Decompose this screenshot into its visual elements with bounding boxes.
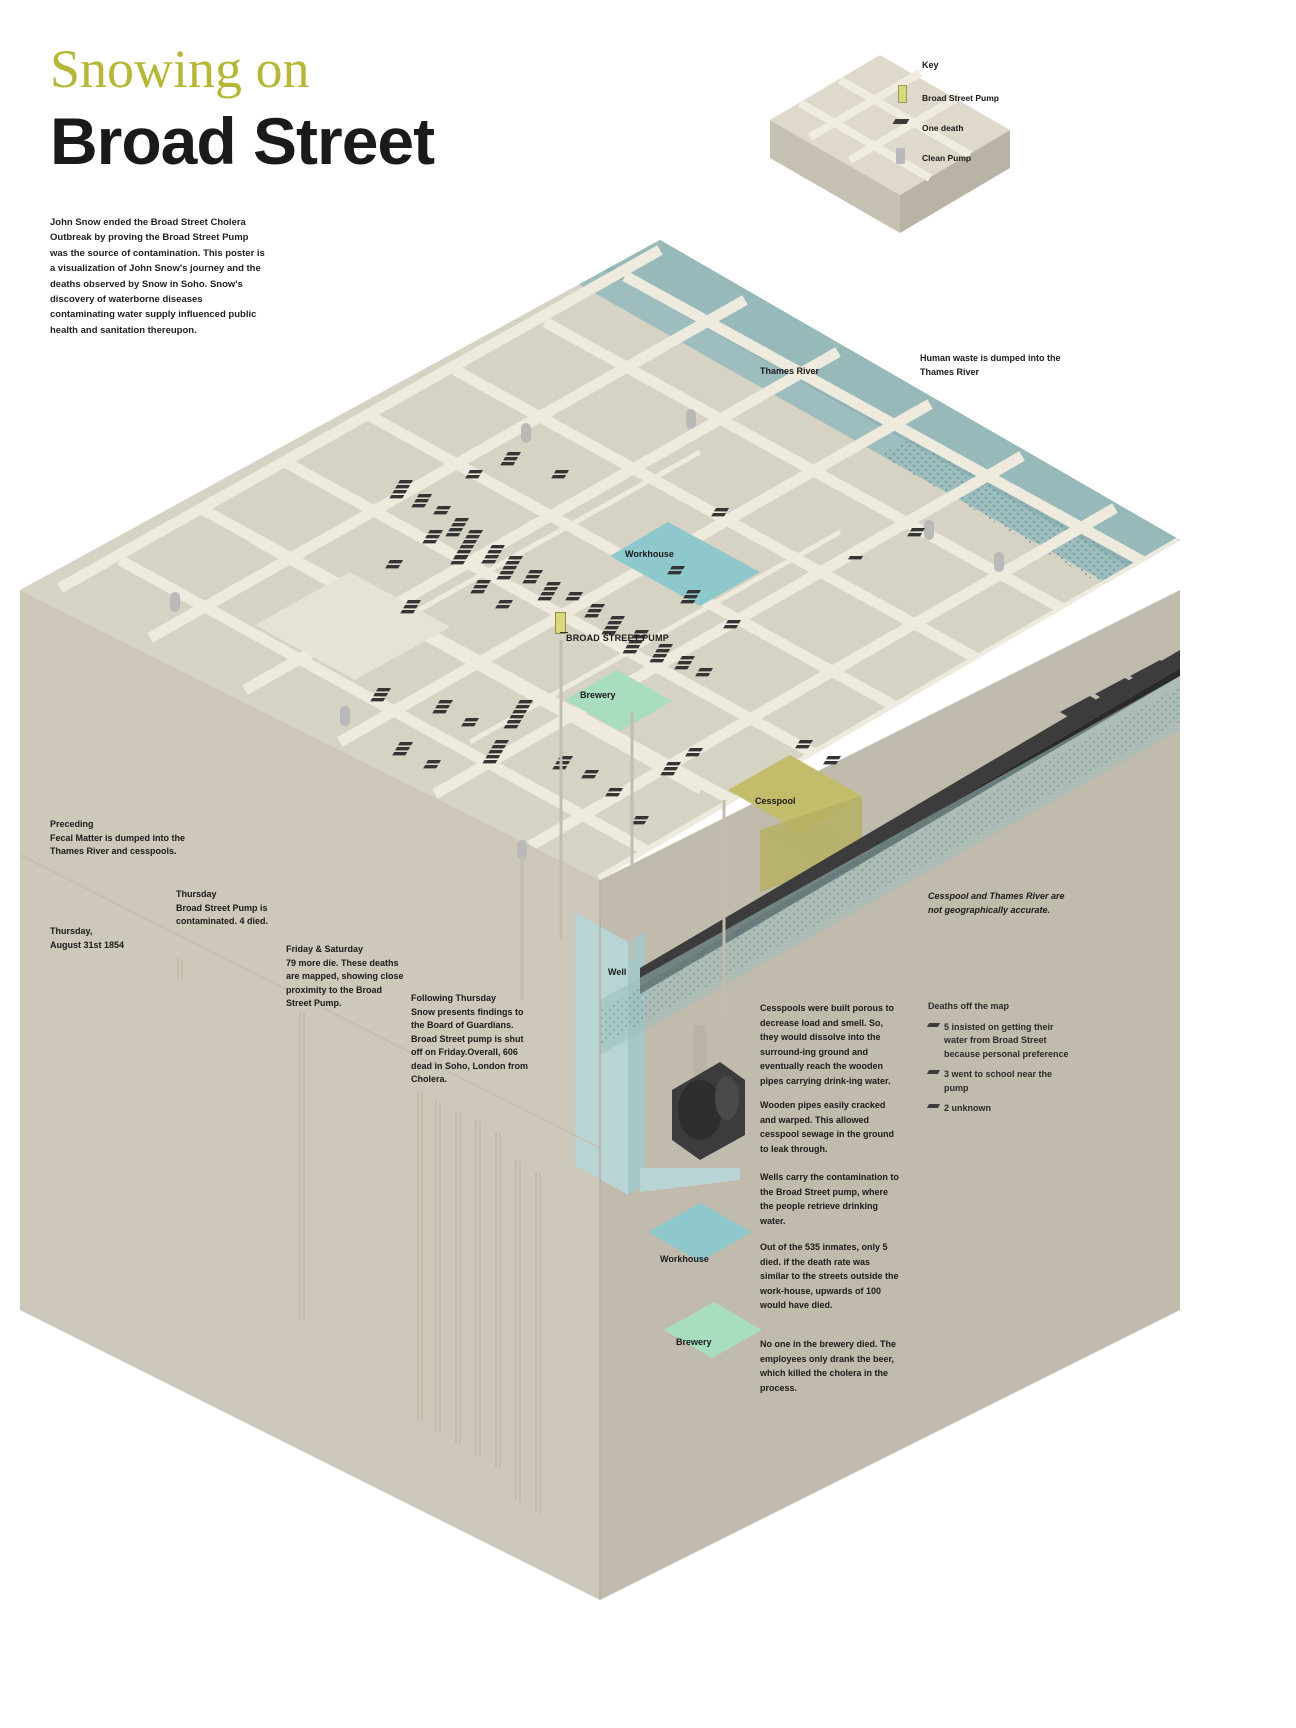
annotation-cesspools: Cesspools were built porous to decrease load and smell. So, they would dissolve into the surround-ing ground and eventually reach the wooden pipes carrying drink-ing water. <box>760 1003 895 1086</box>
key-item-one-death: One death <box>922 123 964 133</box>
deaths-off-map-item <box>928 1068 1078 1095</box>
annotation-brewery: No one in the brewery died. The employees only drank the beer, which killed the cholera in the process. <box>760 1339 897 1393</box>
annotation-wells: Wells carry the contamination to the Broad Street pump, where the people retrieve drinking water. <box>760 1172 899 1226</box>
timeline-thursday <box>176 888 286 929</box>
annotation-inmates: Out of the 535 inmates, only 5 died. if the death rate was similar to the streets outside the work-house, upwards of 100 would have died. <box>760 1242 899 1311</box>
death-bar-icon <box>927 1104 940 1108</box>
label-well: Well <box>608 967 627 977</box>
death-bar-icon <box>927 1070 940 1074</box>
timeline-preceding-heading: Preceding <box>50 819 94 829</box>
timeline-thursday-body: Broad Street Pump is contaminated. 4 died. <box>176 902 269 926</box>
key-mini-block <box>770 45 1030 235</box>
timeline-preceding-body: Fecal Matter is dumped into the Thames River and cesspools. <box>50 832 186 856</box>
timeline-preceding <box>50 818 220 859</box>
label-brewery: Brewery <box>580 690 616 700</box>
label-workhouse: Workhouse <box>625 549 674 559</box>
label-human-waste: Human waste is dumped into the Thames River <box>920 353 1061 377</box>
timeline-following-thursday <box>411 992 536 1087</box>
deaths-off-map-block <box>928 1000 1078 1123</box>
timeline-date-heading: Thursday, <box>50 926 93 936</box>
label-thames-river: Thames River <box>760 366 820 376</box>
timeline-following-thursday-body: Snow presents findings to the Board of Guardians. Broad Street pump is shut off on Friday.Overall, 606 dead in Soho, London from Cholera. <box>411 1006 528 1084</box>
pump-swatch-icon <box>898 85 907 103</box>
deaths-off-map-item-text: 3 went to school near the pump <box>944 1069 1053 1093</box>
key-item-broad-street-pump: Broad Street Pump <box>922 93 999 103</box>
key-item-clean-pump: Clean Pump <box>922 153 972 163</box>
clean-pump-icon <box>896 148 905 164</box>
timeline-friday-saturday <box>286 943 406 1011</box>
timeline-following-thursday-heading: Following Thursday <box>411 993 496 1003</box>
deaths-off-map-item <box>928 1102 1078 1116</box>
page-title-line2: Broad Street <box>50 104 435 178</box>
key-legend <box>770 45 1030 235</box>
death-bar-icon <box>893 119 910 124</box>
timeline-friday-saturday-body: 79 more die. These deaths are mapped, showing close proximity to the Broad Street Pump. <box>286 957 404 1008</box>
deaths-off-map-item <box>928 1021 1078 1062</box>
label-brewery-legend: Brewery <box>676 1337 712 1347</box>
deaths-off-map-item-text: 2 unknown <box>944 1103 991 1113</box>
annotation-wooden-pipes: Wooden pipes easily cracked and warped. This allowed cesspool sewage in the ground to leak through. <box>760 1100 895 1154</box>
broad-street-pump-marker <box>555 612 566 634</box>
deaths-off-map-title: Deaths off the map <box>928 1001 1010 1011</box>
label-workhouse-legend: Workhouse <box>660 1254 709 1264</box>
timeline-friday-saturday-heading: Friday & Saturday <box>286 944 364 954</box>
deaths-off-map-item-text: 5 insisted on getting their water from Broad Street because personal preference <box>944 1021 1069 1059</box>
note-accuracy: Cesspool and Thames River are not geographically accurate. <box>928 891 1065 915</box>
key-title: Key <box>922 60 939 70</box>
timeline-date <box>50 925 180 952</box>
timeline-date-body: August 31st 1854 <box>50 939 125 950</box>
death-bar-icon <box>927 1023 940 1027</box>
page-title-line1: Snowing on <box>50 39 310 99</box>
timeline-thursday-heading: Thursday <box>176 889 217 899</box>
label-cesspool: Cesspool <box>755 796 796 806</box>
label-broad-street-pump: BROAD STREET PUMP <box>566 633 669 643</box>
intro-paragraph: John Snow ended the Broad Street Cholera Outbreak by proving the Broad Street Pump was the source of contamination. This poster is a visualization of John Snow's journey and the deaths observed by Snow in Soho. Snow's discovery of waterborne diseases contaminating water supply influenced public health and sanitation thereupon. <box>50 217 265 336</box>
